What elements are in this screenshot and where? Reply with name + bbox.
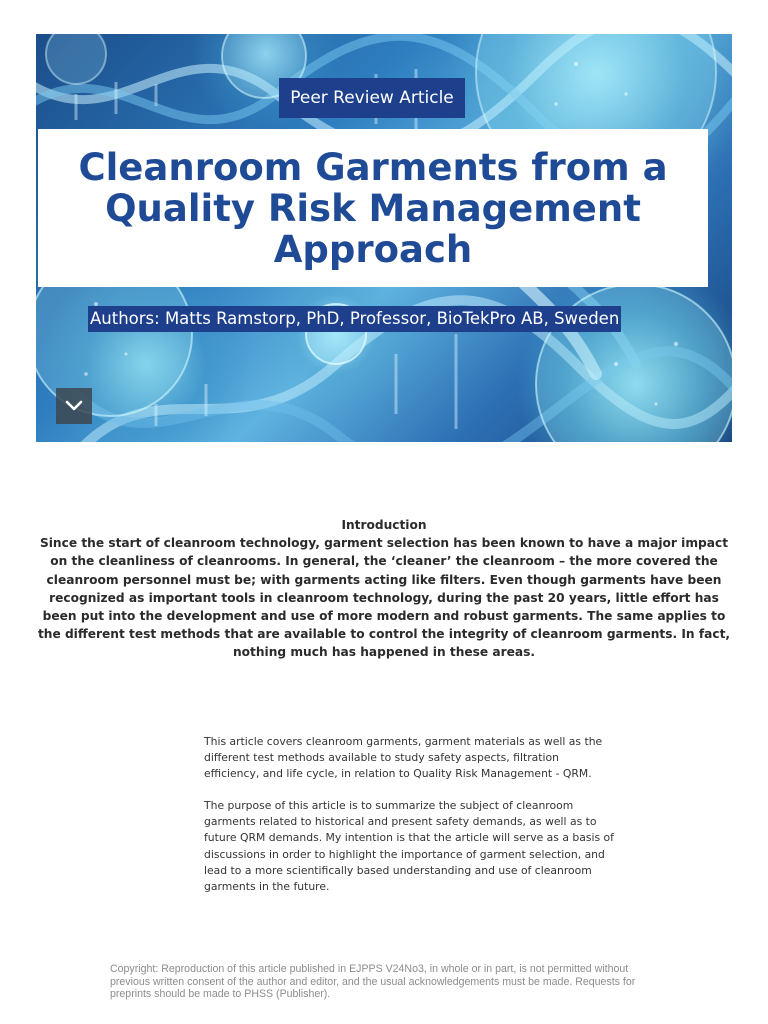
hero-banner [36,34,732,442]
chevron-down-icon [65,400,83,412]
introduction-section [34,516,734,662]
article-body [204,734,614,911]
peer-review-badge: Peer Review Article [279,78,465,118]
article-title: Cleanroom Garments from a Quality Risk Management Approach [78,145,668,271]
expand-button[interactable] [56,388,92,424]
copyright-notice: Copyright: Reproduction of this article published in EJPPS V24No3, in whole or in part, is not permitted without previous written consent of the author and editor, and the usual acknowledgements must be made. Requests for preprints should be made to PHSS (Publisher). [110,963,636,1001]
title-box [38,129,708,287]
body-paragraph-2: The purpose of this article is to summarize the subject of cleanroom garments related to historical and present safety demands, as well as to future QRM demands. My intention is that the article will serve as a basis of discussions in order to highlight the importance of garment selection, and lead to a more scientifically based understanding and use of cleanroom garments in the future. [204,799,614,893]
body-paragraph-1: This article covers cleanroom garments, garment materials as well as the different test methods available to study safety aspects, filtration efficiency, and life cycle, in relation to Quality Risk Management - QRM. [204,735,603,781]
authors-line: Authors: Matts Ramstorp, PhD, Professor, BioTekPro AB, Sweden [88,306,621,332]
introduction-heading: Introduction [341,518,427,532]
introduction-text: Since the start of cleanroom technology, garment selection has been known to have a major impact on the cleanliness of cleanrooms. In general, the ‘cleaner’ the cleanroom – the more covered the cleanroom personnel must be; with garments acting like filters. Even though garments have been recognized as important tools in cleanroom technology, during the past 20 years, little effort has been put into the development and use of more modern and robust garments. The same applies to the different test methods that are available to control the integrity of cleanroom garments. In fact, nothing much has happened in these areas. [37,536,731,660]
